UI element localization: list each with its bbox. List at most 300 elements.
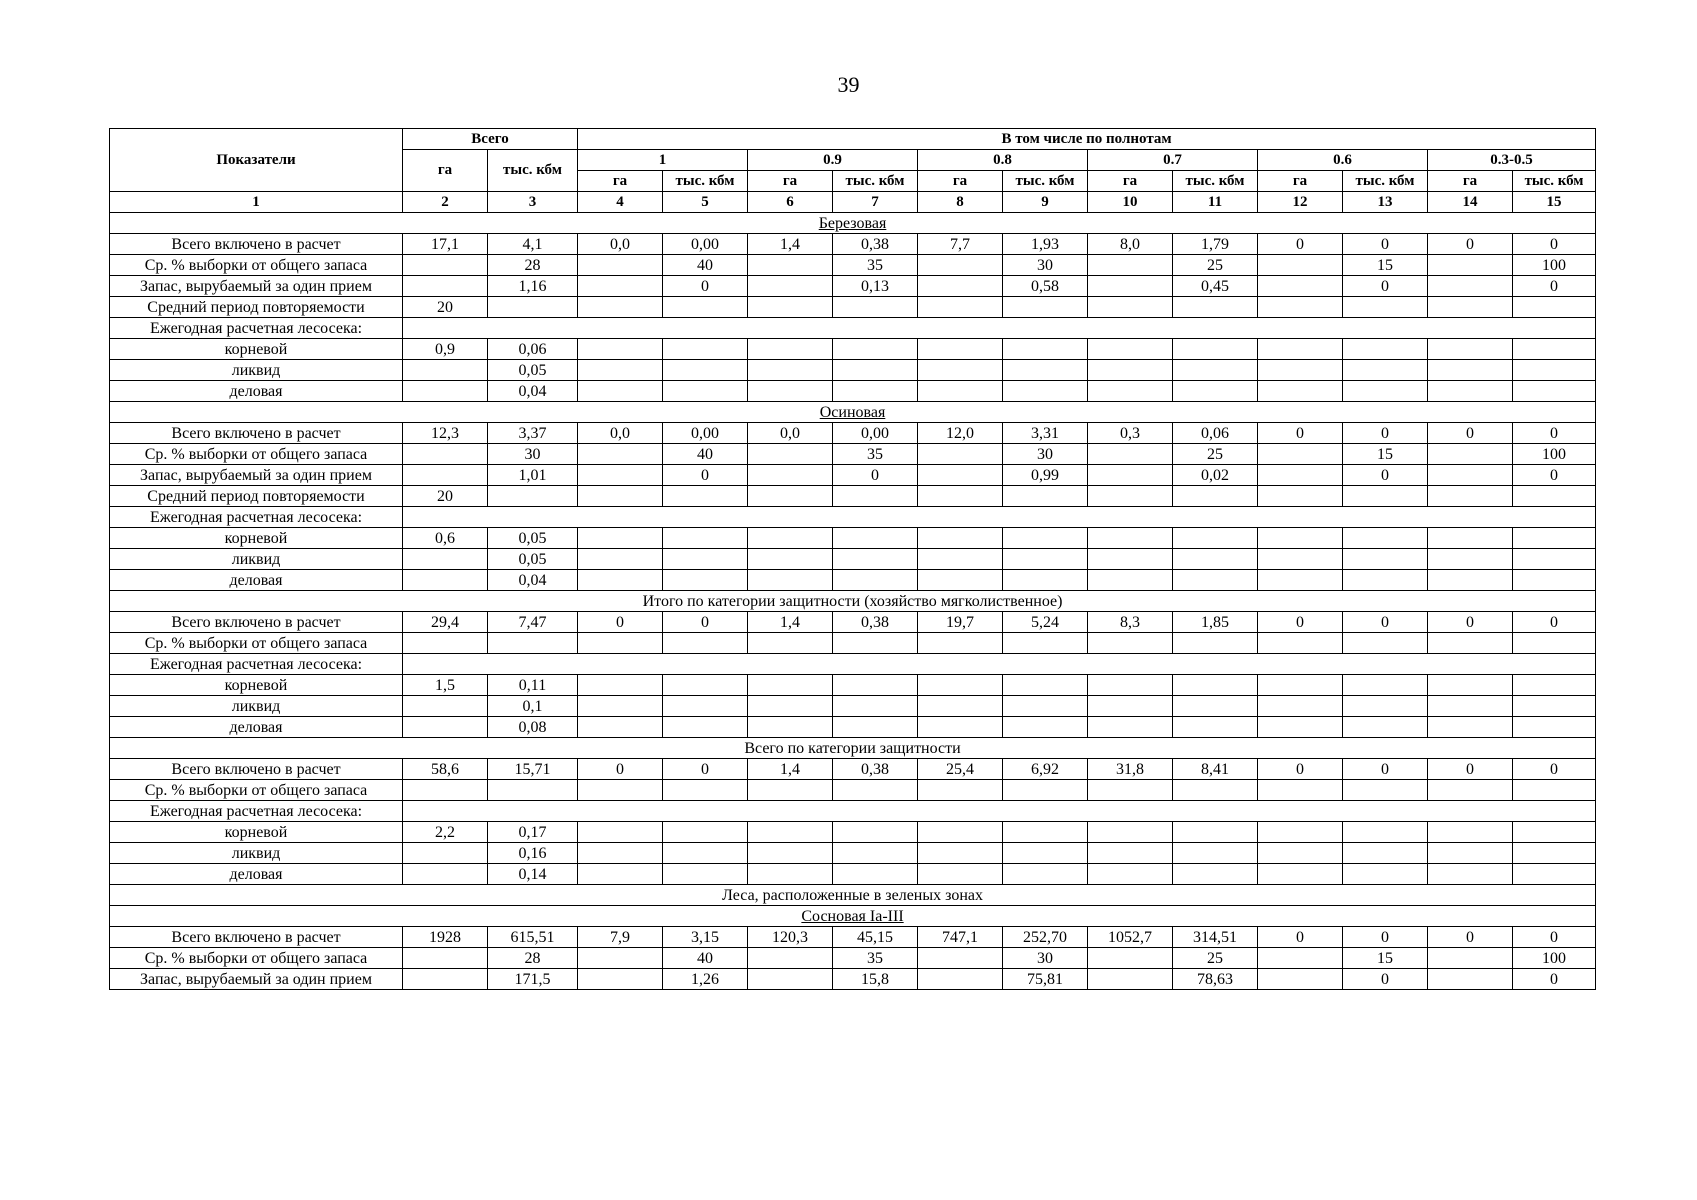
table-cell xyxy=(578,969,663,990)
header-volume: тыс. кбм xyxy=(833,171,918,192)
table-cell xyxy=(403,864,488,885)
table-cell xyxy=(1428,864,1513,885)
table-cell: 0,0 xyxy=(578,423,663,444)
table-cell xyxy=(748,276,833,297)
table-cell xyxy=(1003,528,1088,549)
table-cell xyxy=(403,444,488,465)
table-cell xyxy=(1003,360,1088,381)
table-cell: 100 xyxy=(1513,444,1596,465)
table-cell xyxy=(403,717,488,738)
table-cell xyxy=(663,339,748,360)
table-cell: 0 xyxy=(1428,423,1513,444)
table-cell xyxy=(1173,549,1258,570)
table-cell xyxy=(833,297,918,318)
table-cell xyxy=(1428,465,1513,486)
table-row xyxy=(110,969,1596,990)
table-cell xyxy=(663,570,748,591)
table-cell xyxy=(748,717,833,738)
table-cell: 0 xyxy=(1343,759,1428,780)
table-cell: 35 xyxy=(833,444,918,465)
column-number: 13 xyxy=(1343,192,1428,213)
table-cell: 0 xyxy=(1343,423,1428,444)
table-cell xyxy=(1343,486,1428,507)
table-cell: 0 xyxy=(663,759,748,780)
table-cell xyxy=(748,444,833,465)
row-label: Средний период повторяемости xyxy=(110,297,403,318)
table-cell xyxy=(1513,381,1596,402)
table-cell: 1,5 xyxy=(403,675,488,696)
table-row xyxy=(110,864,1596,885)
table-cell xyxy=(578,633,663,654)
table-cell: 78,63 xyxy=(1173,969,1258,990)
table-row xyxy=(110,927,1596,948)
table-cell xyxy=(488,633,578,654)
table-cell xyxy=(1513,570,1596,591)
table-cell: 4,1 xyxy=(488,234,578,255)
table-cell xyxy=(1343,717,1428,738)
header-indicators: Показатели xyxy=(110,129,403,192)
table-cell xyxy=(1088,276,1173,297)
table-cell xyxy=(1428,486,1513,507)
table-cell xyxy=(1003,297,1088,318)
table-cell: 0 xyxy=(1343,234,1428,255)
table-cell xyxy=(918,675,1003,696)
table-cell xyxy=(1513,528,1596,549)
table-cell: 0 xyxy=(663,276,748,297)
table-cell: 0,02 xyxy=(1173,465,1258,486)
table-cell: 120,3 xyxy=(748,927,833,948)
table-cell xyxy=(833,633,918,654)
row-label: Запас, вырубаемый за один прием xyxy=(110,465,403,486)
table-cell xyxy=(663,843,748,864)
table-cell: 0 xyxy=(1428,759,1513,780)
header-density: 0.7 xyxy=(1088,150,1258,171)
table-cell xyxy=(1088,822,1173,843)
table-cell xyxy=(663,486,748,507)
table-cell: 0 xyxy=(1513,927,1596,948)
table-cell xyxy=(1258,696,1343,717)
table-cell xyxy=(1088,948,1173,969)
table-cell xyxy=(833,822,918,843)
table-cell xyxy=(1258,948,1343,969)
table-cell xyxy=(748,696,833,717)
table-cell xyxy=(1258,528,1343,549)
empty-cell xyxy=(403,318,1596,339)
row-label: корневой xyxy=(110,675,403,696)
table-row xyxy=(110,339,1596,360)
row-label: Ср. % выборки от общего запаса xyxy=(110,948,403,969)
table-cell: 20 xyxy=(403,486,488,507)
table-cell: 0 xyxy=(1343,969,1428,990)
header-including: В том числе по полнотам xyxy=(578,129,1596,150)
table-cell: 45,15 xyxy=(833,927,918,948)
table-cell xyxy=(918,843,1003,864)
table-cell xyxy=(1003,633,1088,654)
column-number: 11 xyxy=(1173,192,1258,213)
table-cell xyxy=(1428,696,1513,717)
table-cell xyxy=(1258,570,1343,591)
table-cell xyxy=(748,381,833,402)
table-cell xyxy=(1258,339,1343,360)
table-cell xyxy=(1428,780,1513,801)
table-cell xyxy=(663,717,748,738)
column-number: 4 xyxy=(578,192,663,213)
section-title: Сосновая Ia-III xyxy=(801,907,904,925)
table-cell: 1,16 xyxy=(488,276,578,297)
table-cell: 0,05 xyxy=(488,360,578,381)
table-cell xyxy=(1088,696,1173,717)
table-cell xyxy=(578,717,663,738)
table-cell: 29,4 xyxy=(403,612,488,633)
table-cell xyxy=(578,948,663,969)
table-cell xyxy=(1003,843,1088,864)
table-cell xyxy=(578,549,663,570)
table-cell xyxy=(833,549,918,570)
table-cell xyxy=(1258,444,1343,465)
table-cell xyxy=(1343,549,1428,570)
table-cell xyxy=(1513,549,1596,570)
table-cell: 3,37 xyxy=(488,423,578,444)
table-cell xyxy=(833,675,918,696)
table-cell: 0 xyxy=(663,612,748,633)
table-cell: 6,92 xyxy=(1003,759,1088,780)
table-cell: 25,4 xyxy=(918,759,1003,780)
table-cell: 35 xyxy=(833,255,918,276)
row-label: Запас, вырубаемый за один прием xyxy=(110,969,403,990)
table-cell xyxy=(918,360,1003,381)
header-total: Всего xyxy=(403,129,578,150)
table-cell: 0 xyxy=(1513,423,1596,444)
table-cell xyxy=(1088,486,1173,507)
table-cell: 0 xyxy=(1343,927,1428,948)
table-cell xyxy=(403,633,488,654)
table-cell xyxy=(1088,633,1173,654)
row-label: ликвид xyxy=(110,549,403,570)
table-cell xyxy=(918,717,1003,738)
table-cell xyxy=(1343,360,1428,381)
table-cell xyxy=(1428,570,1513,591)
table-cell: 0,05 xyxy=(488,528,578,549)
table-cell xyxy=(918,297,1003,318)
header-density: 0.9 xyxy=(748,150,918,171)
table-cell: 0,08 xyxy=(488,717,578,738)
table-cell: 31,8 xyxy=(1088,759,1173,780)
table-cell: 0,99 xyxy=(1003,465,1088,486)
table-cell: 8,41 xyxy=(1173,759,1258,780)
table-cell: 25 xyxy=(1173,255,1258,276)
table-cell: 0,45 xyxy=(1173,276,1258,297)
table-cell: 0,11 xyxy=(488,675,578,696)
table-cell: 0,17 xyxy=(488,822,578,843)
table-cell xyxy=(833,864,918,885)
table-row xyxy=(110,843,1596,864)
table-cell xyxy=(1173,486,1258,507)
table-cell: 15 xyxy=(1343,255,1428,276)
table-row xyxy=(110,276,1596,297)
header-ha: га xyxy=(748,171,833,192)
table-cell xyxy=(1258,822,1343,843)
column-number: 9 xyxy=(1003,192,1088,213)
table-cell xyxy=(1258,486,1343,507)
table-cell xyxy=(1088,528,1173,549)
table-cell xyxy=(403,255,488,276)
subheading-row xyxy=(110,318,1596,339)
table-cell: 1,4 xyxy=(748,759,833,780)
table-row xyxy=(110,465,1596,486)
table-cell: 615,51 xyxy=(488,927,578,948)
section-title: Осиновая xyxy=(819,403,886,421)
table-cell xyxy=(1003,486,1088,507)
row-label: Ср. % выборки от общего запаса xyxy=(110,780,403,801)
table-row xyxy=(110,549,1596,570)
table-row xyxy=(110,633,1596,654)
table-cell: 0 xyxy=(663,465,748,486)
table-cell xyxy=(1258,549,1343,570)
column-number: 8 xyxy=(918,192,1003,213)
table-cell xyxy=(1513,633,1596,654)
section-title: Всего по категории защитности xyxy=(744,739,961,757)
table-cell xyxy=(1428,717,1513,738)
header-ha: га xyxy=(1088,171,1173,192)
table-cell: 0,06 xyxy=(488,339,578,360)
table-cell xyxy=(1088,297,1173,318)
table-cell xyxy=(403,780,488,801)
table-cell xyxy=(403,381,488,402)
table-cell: 0 xyxy=(1343,612,1428,633)
table-cell: 40 xyxy=(663,948,748,969)
table-cell xyxy=(1343,381,1428,402)
table-row xyxy=(110,486,1596,507)
table-cell: 15 xyxy=(1343,948,1428,969)
table-cell xyxy=(1003,381,1088,402)
table-cell xyxy=(1258,843,1343,864)
subheading-row xyxy=(110,654,1596,675)
table-row xyxy=(110,948,1596,969)
table-cell xyxy=(1428,948,1513,969)
row-label: корневой xyxy=(110,822,403,843)
table-cell xyxy=(1513,696,1596,717)
table-cell xyxy=(663,675,748,696)
table-cell xyxy=(1258,297,1343,318)
table-cell xyxy=(1088,843,1173,864)
table-cell xyxy=(1343,864,1428,885)
row-label: Ср. % выборки от общего запаса xyxy=(110,255,403,276)
table-cell xyxy=(1173,780,1258,801)
table-cell: 0 xyxy=(1513,234,1596,255)
table-cell xyxy=(663,633,748,654)
table-cell xyxy=(918,570,1003,591)
table-cell xyxy=(918,486,1003,507)
table-cell: 17,1 xyxy=(403,234,488,255)
table-cell: 30 xyxy=(1003,255,1088,276)
column-number: 15 xyxy=(1513,192,1596,213)
table-cell xyxy=(918,780,1003,801)
table-cell xyxy=(578,675,663,696)
table-cell: 0,38 xyxy=(833,759,918,780)
forest-harvest-table xyxy=(109,128,1596,990)
table-cell xyxy=(1173,717,1258,738)
column-number: 3 xyxy=(488,192,578,213)
table-cell: 30 xyxy=(488,444,578,465)
table-cell xyxy=(918,444,1003,465)
table-cell xyxy=(578,570,663,591)
table-cell xyxy=(748,297,833,318)
table-cell xyxy=(663,360,748,381)
table-cell xyxy=(488,297,578,318)
table-cell xyxy=(1343,570,1428,591)
table-cell: 0,38 xyxy=(833,612,918,633)
row-label: Ежегодная расчетная лесосека: xyxy=(149,319,363,337)
section-header-row xyxy=(110,213,1596,234)
table-cell xyxy=(833,381,918,402)
column-number: 14 xyxy=(1428,192,1513,213)
table-cell xyxy=(578,465,663,486)
table-cell xyxy=(1428,297,1513,318)
table-cell: 100 xyxy=(1513,948,1596,969)
table-cell xyxy=(1513,864,1596,885)
table-cell: 1,79 xyxy=(1173,234,1258,255)
table-cell: 1,4 xyxy=(748,612,833,633)
table-cell xyxy=(918,822,1003,843)
table-cell xyxy=(1088,381,1173,402)
table-cell: 0,13 xyxy=(833,276,918,297)
table-cell xyxy=(663,780,748,801)
table-cell xyxy=(1173,822,1258,843)
table-cell xyxy=(663,549,748,570)
table-cell xyxy=(1173,843,1258,864)
table-cell xyxy=(1343,528,1428,549)
table-cell: 314,51 xyxy=(1173,927,1258,948)
table-cell: 8,0 xyxy=(1088,234,1173,255)
table-cell xyxy=(833,696,918,717)
table-cell xyxy=(918,255,1003,276)
table-cell xyxy=(1428,528,1513,549)
table-cell xyxy=(663,864,748,885)
table-cell xyxy=(578,297,663,318)
table-cell: 3,15 xyxy=(663,927,748,948)
table-cell xyxy=(1513,297,1596,318)
table-cell xyxy=(748,843,833,864)
table-cell xyxy=(1088,465,1173,486)
table-cell xyxy=(578,255,663,276)
row-label: Всего включено в расчет xyxy=(110,612,403,633)
table-cell xyxy=(1173,570,1258,591)
column-number: 10 xyxy=(1088,192,1173,213)
table-cell: 171,5 xyxy=(488,969,578,990)
table-row xyxy=(110,297,1596,318)
table-cell xyxy=(1428,969,1513,990)
table-cell: 35 xyxy=(833,948,918,969)
header-volume: тыс. кбм xyxy=(1513,171,1596,192)
table-cell xyxy=(918,633,1003,654)
table-cell xyxy=(1173,528,1258,549)
table-cell: 0 xyxy=(1258,612,1343,633)
table-cell: 0 xyxy=(1258,234,1343,255)
table-cell xyxy=(1173,297,1258,318)
table-cell xyxy=(1088,339,1173,360)
table-cell: 0 xyxy=(1343,276,1428,297)
table-cell xyxy=(1343,339,1428,360)
table-row xyxy=(110,570,1596,591)
table-cell: 0 xyxy=(578,612,663,633)
table-cell: 7,9 xyxy=(578,927,663,948)
header-density: 0.6 xyxy=(1258,150,1428,171)
row-label: ликвид xyxy=(110,696,403,717)
table-cell xyxy=(578,843,663,864)
table-cell: 0 xyxy=(1513,759,1596,780)
table-row xyxy=(110,360,1596,381)
subheading-row xyxy=(110,507,1596,528)
table-cell: 0 xyxy=(1428,612,1513,633)
table-cell: 0 xyxy=(1513,465,1596,486)
table-cell: 7,47 xyxy=(488,612,578,633)
table-cell: 0,1 xyxy=(488,696,578,717)
table-cell: 15,71 xyxy=(488,759,578,780)
table-cell xyxy=(1173,381,1258,402)
table-cell xyxy=(1428,255,1513,276)
table-cell: 0,6 xyxy=(403,528,488,549)
table-cell xyxy=(918,339,1003,360)
table-cell: 19,7 xyxy=(918,612,1003,633)
table-cell xyxy=(748,360,833,381)
table-cell xyxy=(748,255,833,276)
column-number: 6 xyxy=(748,192,833,213)
header-volume: тыс. кбм xyxy=(1343,171,1428,192)
table-row xyxy=(110,717,1596,738)
table-cell xyxy=(833,843,918,864)
table-cell xyxy=(1258,633,1343,654)
table-cell: 20 xyxy=(403,297,488,318)
table-cell: 15 xyxy=(1343,444,1428,465)
table-cell xyxy=(1343,297,1428,318)
table-row xyxy=(110,381,1596,402)
header-density: 0.3-0.5 xyxy=(1428,150,1596,171)
table-cell xyxy=(1173,696,1258,717)
table-cell xyxy=(403,570,488,591)
table-cell xyxy=(1343,822,1428,843)
table-cell: 0 xyxy=(1258,927,1343,948)
table-cell: 1,85 xyxy=(1173,612,1258,633)
table-cell: 0 xyxy=(1428,234,1513,255)
table-cell xyxy=(578,486,663,507)
table-cell xyxy=(403,549,488,570)
table-row xyxy=(110,822,1596,843)
table-cell: 12,0 xyxy=(918,423,1003,444)
table-cell xyxy=(1258,360,1343,381)
table-cell: 0 xyxy=(1258,423,1343,444)
table-cell xyxy=(1173,339,1258,360)
table-cell: 0,0 xyxy=(748,423,833,444)
table-cell xyxy=(1258,864,1343,885)
table-cell xyxy=(663,381,748,402)
table-cell xyxy=(918,696,1003,717)
table-cell xyxy=(748,822,833,843)
row-label: деловая xyxy=(110,717,403,738)
table-row xyxy=(110,675,1596,696)
table-cell xyxy=(1088,864,1173,885)
section-header-row xyxy=(110,738,1596,759)
table-cell xyxy=(918,969,1003,990)
table-cell xyxy=(1513,843,1596,864)
table-cell xyxy=(748,339,833,360)
empty-cell xyxy=(403,654,1596,675)
table-cell: 0 xyxy=(833,465,918,486)
table-cell: 25 xyxy=(1173,948,1258,969)
table-cell: 58,6 xyxy=(403,759,488,780)
header-ha: га xyxy=(1428,171,1513,192)
table-cell: 5,24 xyxy=(1003,612,1088,633)
row-label: корневой xyxy=(110,339,403,360)
